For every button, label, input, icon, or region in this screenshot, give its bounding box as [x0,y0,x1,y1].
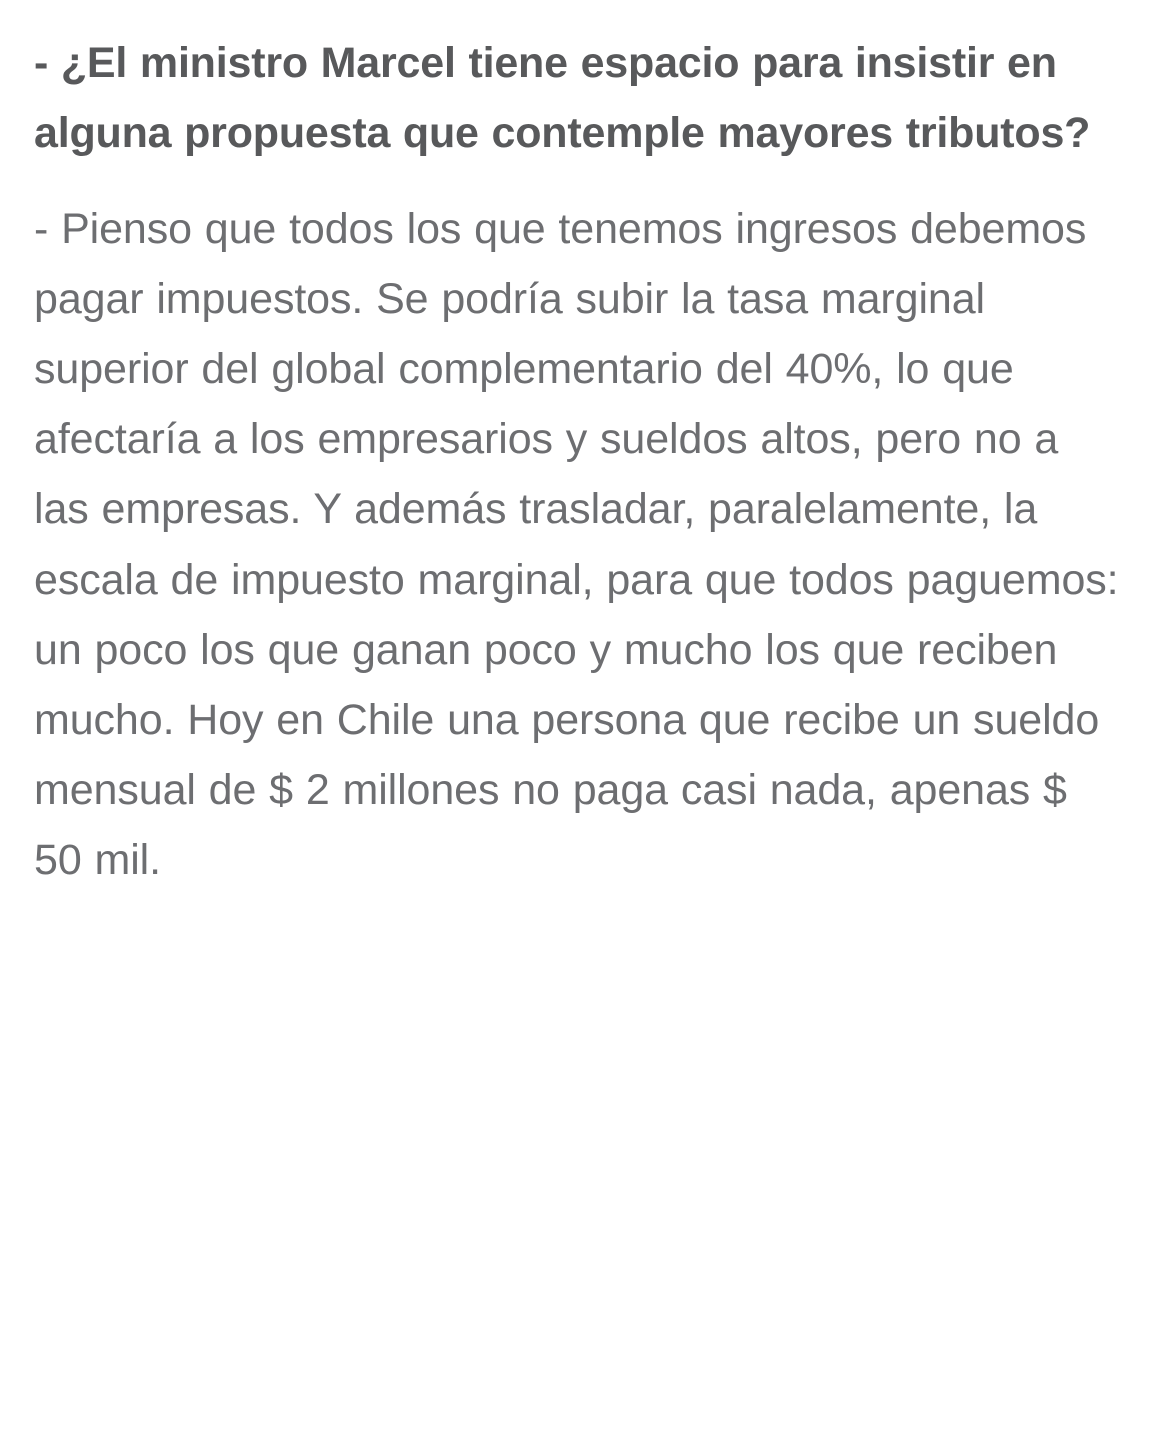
interview-answer: - Pienso que todos los que tenemos ingresos debemos pagar impuestos. Se podría subir la tasa marginal superior del global complementario del 40%, lo que afectaría a los empresarios y sueldos altos, pero no a las empresas. Y además trasladar, paralelamente, la escala de impuesto marginal, para que todos paguemos: un poco los que ganan poco y mucho los que reciben mucho. Hoy en Chile una persona que recibe un sueldo mensual de $ 2 millones no paga casi nada, apenas $ 50 mil. [34,205,1119,884]
interview-question: - ¿El ministro Marcel tiene espacio para insistir en alguna propuesta que contemple mayores tributos? [34,39,1091,158]
